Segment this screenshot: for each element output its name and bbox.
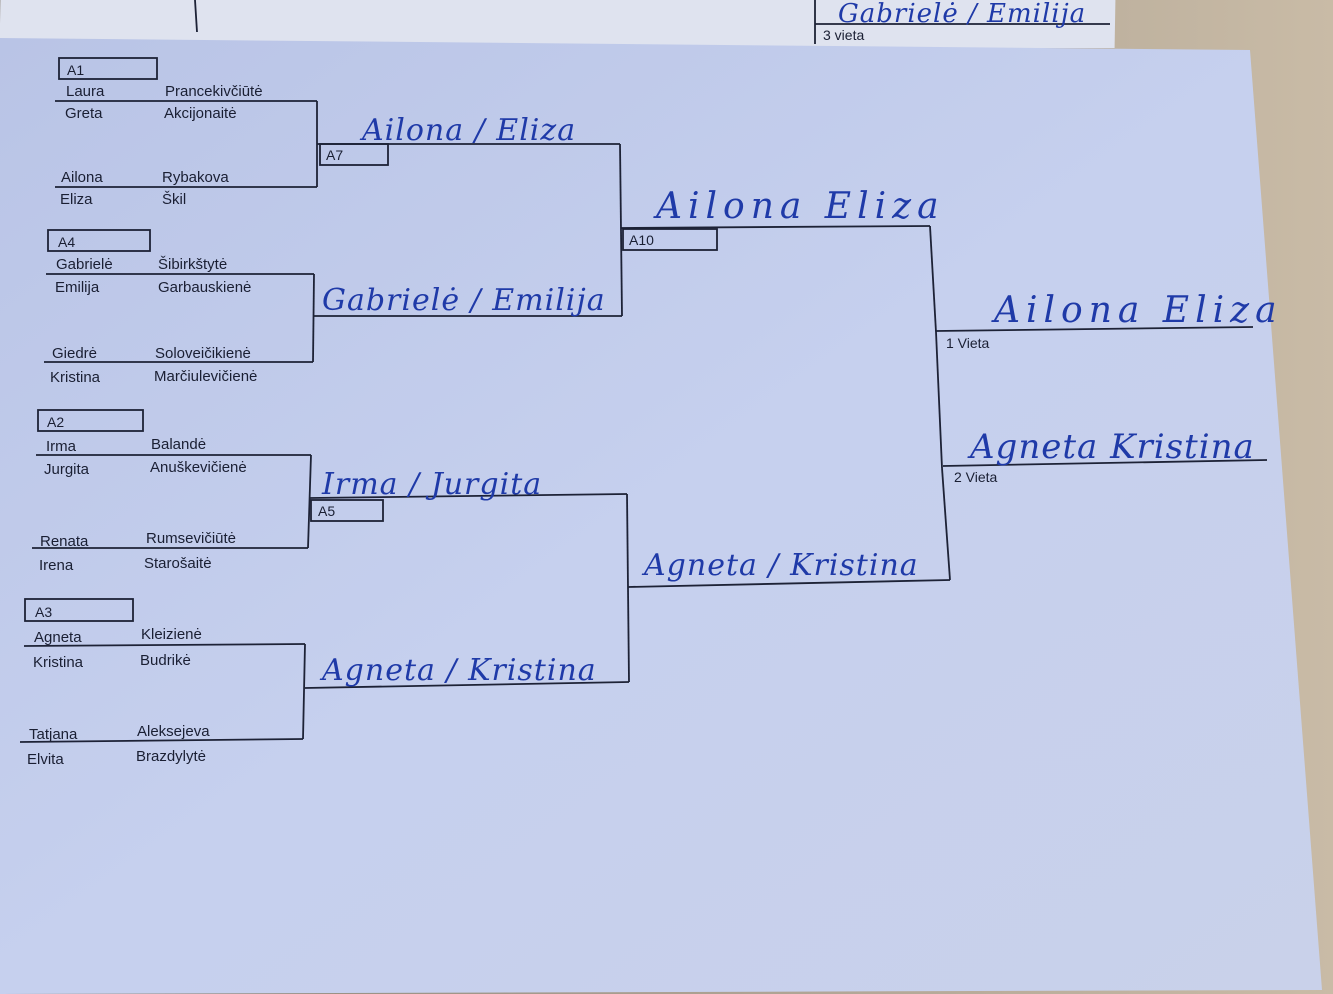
player-last: Balandė [151, 436, 207, 453]
player-first: Gabrielė [56, 256, 113, 273]
player-first: Jurgita [44, 461, 90, 478]
second-place-label: 2 Vieta [954, 469, 998, 485]
group-code: A1 [67, 62, 85, 78]
player-first: Irma [46, 438, 76, 455]
handwritten-winner-r1: Gabrielė / Emilija [322, 283, 606, 318]
player-last: Anuškevičienė [150, 459, 247, 476]
third-place-names: Gabrielė / Emilija [838, 0, 1087, 29]
player-last: Brazdylytė [136, 748, 207, 765]
group-code: A3 [35, 604, 53, 620]
match-code: A7 [326, 147, 344, 163]
handwritten-winner-r1: Agneta / Kristina [322, 653, 597, 688]
player-last: Prancekivčiūtė [165, 83, 263, 100]
player-last: Aleksejeva [137, 723, 210, 740]
player-last: Marčiulevičienė [154, 368, 258, 385]
handwritten-winner-r1: Irma / Jurgita [322, 467, 543, 502]
player-last: Škil [162, 191, 187, 208]
player-last: Rumsevičiūtė [146, 530, 237, 547]
player-first: Kristina [50, 369, 101, 386]
player-first: Eliza [60, 191, 93, 208]
player-first: Greta [65, 105, 103, 122]
player-first: Agneta [34, 629, 82, 646]
handwritten-winner-r2: Ailona Eliza [656, 186, 945, 227]
player-first: Giedrė [52, 345, 98, 362]
player-last: Akcijonaitė [164, 105, 237, 122]
handwritten-winner: Ailona Eliza [994, 290, 1283, 331]
handwritten-winner-r2: Agneta / Kristina [644, 548, 919, 583]
bracket-line [313, 274, 314, 362]
player-last: Starošaitė [144, 555, 212, 572]
player-first: Kristina [33, 654, 84, 671]
player-last: Kleizienė [141, 626, 202, 643]
handwritten-runner-up: Agneta Kristina [970, 427, 1255, 467]
player-first: Tatjana [29, 726, 78, 743]
player-last: Šibirkštytė [158, 256, 228, 273]
match-code: A5 [318, 503, 336, 519]
player-last: Budrikė [140, 652, 191, 669]
player-last: Garbauskienė [158, 279, 252, 296]
player-first: Irena [39, 557, 74, 574]
group-code: A2 [47, 414, 65, 430]
player-last: Soloveičikienė [155, 345, 251, 362]
third-place-label: 3 vieta [823, 27, 865, 43]
handwritten-winner-r1: Ailona / Eliza [362, 113, 577, 148]
player-first: Elvita [27, 751, 64, 768]
back-sheet-line [195, 0, 197, 32]
group-code: A4 [58, 234, 76, 250]
player-first: Ailona [61, 169, 103, 186]
player-first: Renata [40, 533, 89, 550]
player-first: Laura [66, 83, 105, 100]
player-last: Rybakova [162, 169, 229, 186]
match-code: A10 [629, 232, 654, 248]
first-place-label: 1 Vieta [946, 335, 990, 351]
player-first: Emilija [55, 279, 100, 296]
